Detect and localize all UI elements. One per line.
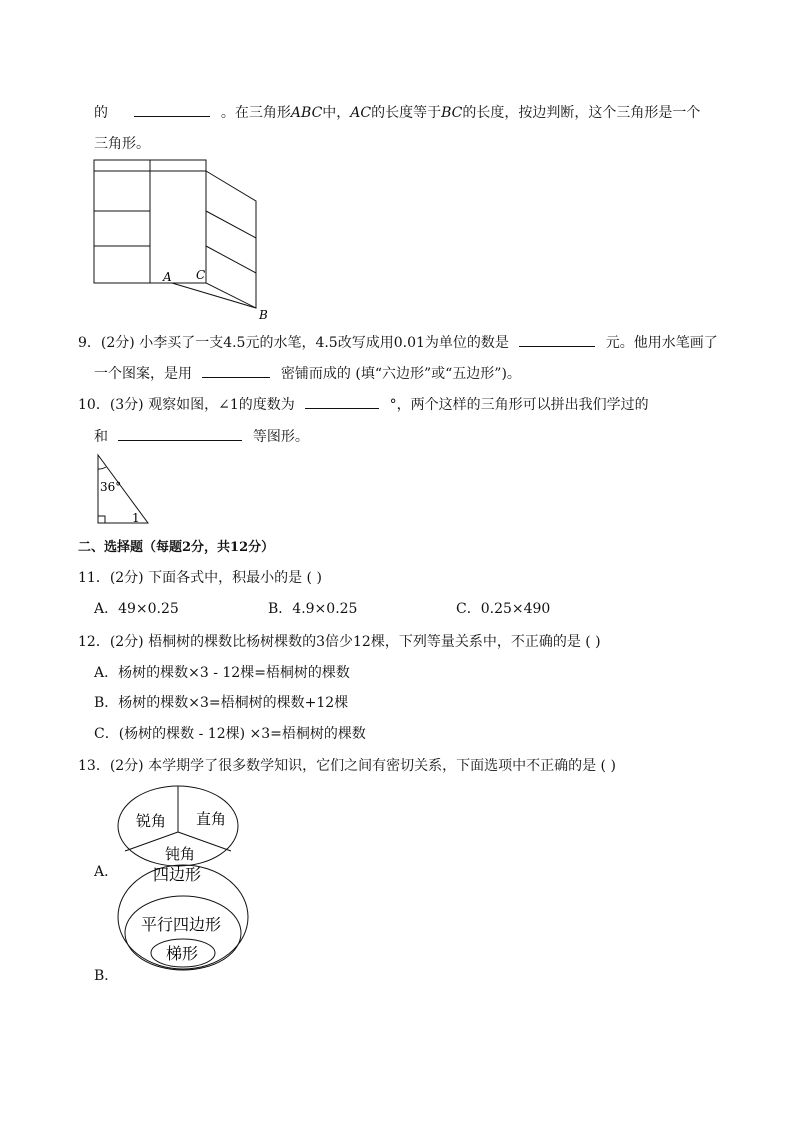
diagram-a-right-label: 直角 <box>196 810 227 828</box>
q9-answer-blank-1[interactable] <box>519 331 595 347</box>
angle-classification-diagram <box>116 782 242 872</box>
q9-line-2 <box>94 362 521 384</box>
q9-text-d: 密铺而成的 (填“六边形”或“五边形”)。 <box>280 366 521 382</box>
angle-1-label: 1 <box>132 511 140 525</box>
q10-text-b: °，两个这样的三角形可以拼出我们学过的 <box>389 397 649 413</box>
q10-text-d: 等图形。 <box>252 429 309 445</box>
q9-answer-blank-2[interactable] <box>202 362 270 378</box>
q8-prefix-text: 的 <box>94 105 108 121</box>
diagram-b-middle-label: 平行四边形 <box>141 915 222 934</box>
q12-option-b[interactable]: B．杨树的棵数×3=梧桐树的棵数+12棵 <box>94 695 349 711</box>
q11-option-c[interactable]: C．0.25×490 <box>456 601 551 617</box>
q8-line-2 <box>94 134 150 154</box>
q8-triangle-name: ABC <box>290 105 323 121</box>
q9-text-a: 9．(2分) 小李买了一支4.5元的水笔，4.5改写成用0.01为单位的数是 <box>78 335 509 351</box>
right-triangle-figure <box>94 451 154 527</box>
section-2-title: 二、选择题（每题2分，共12分） <box>78 540 275 555</box>
label-a: A <box>163 270 172 284</box>
q11-option-b[interactable]: B．4.9×0.25 <box>268 601 358 617</box>
q13-stem: 13．(2分) 本学期学了很多数学知识，它们之间有密切关系，下面选项中不正确的是 ( ) <box>78 758 616 774</box>
q9-text-b: 元。他用水笔画了 <box>605 335 718 351</box>
q10-text-c: 和 <box>94 429 108 445</box>
diagram-a-acute-label: 锐角 <box>136 812 167 830</box>
angle-36-label: 36° <box>100 480 122 494</box>
folded-flap <box>206 171 256 308</box>
q12-option-a[interactable]: A．杨树的棵数×3 - 12棵=梧桐树的棵数 <box>94 665 350 681</box>
q8-answer-blank-1[interactable] <box>134 101 210 117</box>
quadrilateral-classification-diagram <box>116 860 256 978</box>
q8-eq-text: 的长度等于 <box>371 105 442 121</box>
diagram-a-obtuse-label: 钝角 <box>165 845 196 863</box>
q9-line-1 <box>78 331 718 353</box>
folded-paper-figure <box>90 155 280 325</box>
q12-option-c[interactable]: C．(杨树的棵数 - 12棵) ×3=梧桐树的棵数 <box>94 726 366 742</box>
label-c: C <box>196 268 206 282</box>
angle-arc-top <box>98 467 106 469</box>
flap-line-b <box>206 246 256 273</box>
q10-answer-blank-1[interactable] <box>305 393 379 409</box>
q10-answer-blank-2[interactable] <box>118 425 242 441</box>
diagram-b-inner-label: 梯形 <box>166 944 199 963</box>
q8-line2-text: 三角形。 <box>94 136 150 152</box>
q11-option-a[interactable]: A．49×0.25 <box>94 601 179 617</box>
q8-judge-text: 的长度，按边判断，这个三角形是一个 <box>462 105 701 121</box>
q11-stem: 11．(2分) 下面各式中，积最小的是 ( ) <box>78 570 322 586</box>
q10-text-a: 10．(3分) 观察如图，∠1的度数为 <box>78 397 295 413</box>
q8-mid-text: 。在三角形 <box>220 105 291 121</box>
diagram-b-outer-label: 四边形 <box>153 865 202 884</box>
q8-line-1 <box>94 101 700 123</box>
q12-stem: 12．(2分) 梧桐树的棵数比杨树棵数的3倍少12棵，下列等量关系中，不正确的是 ( ) <box>78 634 601 650</box>
label-b: B <box>259 308 268 322</box>
q13-option-a-label[interactable]: A． <box>94 864 119 880</box>
flap-line-a <box>206 211 256 238</box>
right-angle-mark <box>98 516 105 523</box>
q8-segment-ac: AC <box>350 105 372 121</box>
q10-line-1 <box>78 393 649 415</box>
q8-zhong-text: 中， <box>322 105 351 121</box>
q9-text-c: 一个图案，是用 <box>94 366 192 382</box>
q8-segment-bc: BC <box>441 105 463 121</box>
q10-line-2 <box>94 425 309 447</box>
q13-option-b-label[interactable]: B． <box>94 968 119 984</box>
